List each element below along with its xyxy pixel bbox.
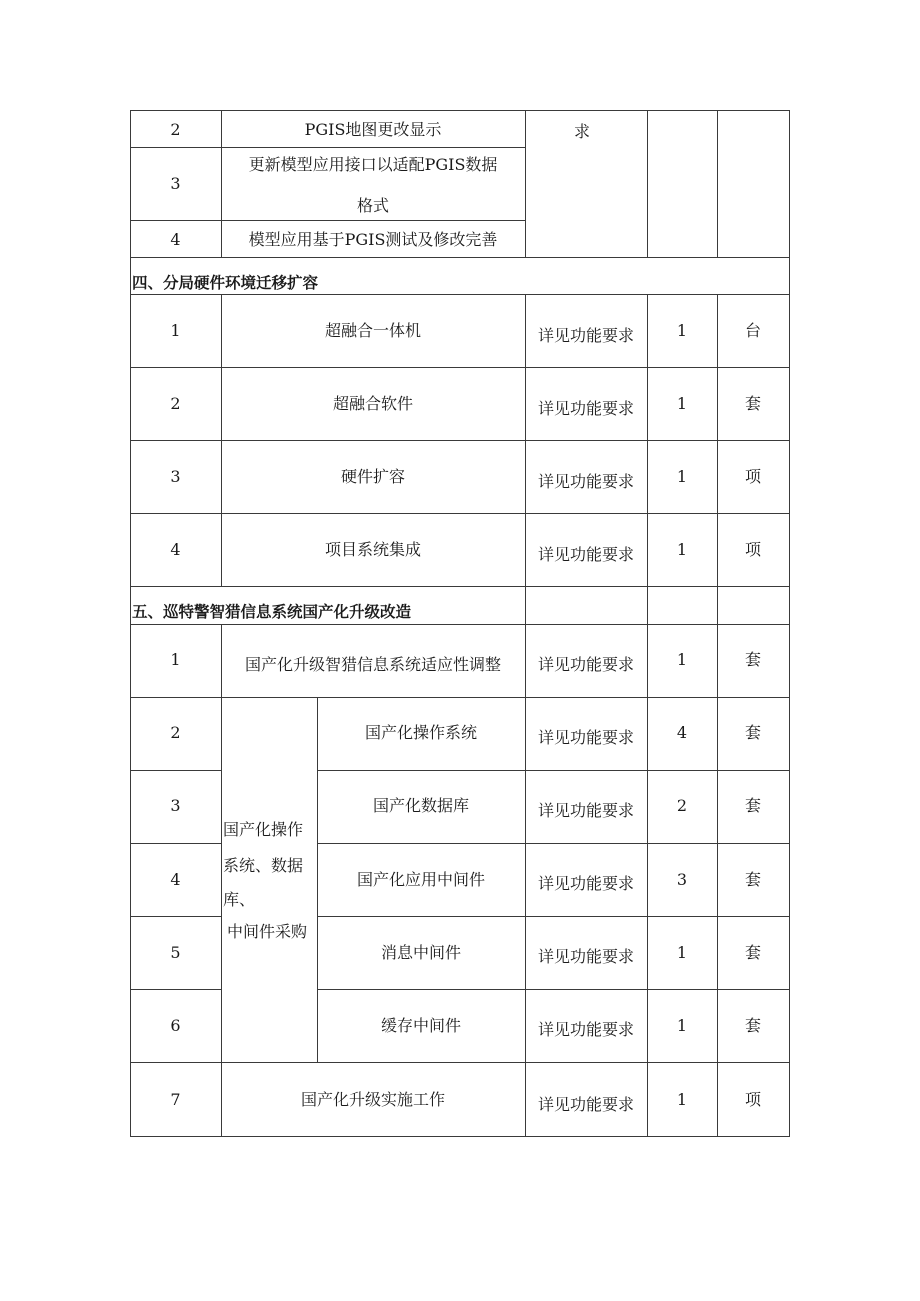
requirement-cell: 求	[574, 122, 591, 141]
item-name: 消息中间件	[380, 943, 461, 962]
item-name: 国产化数据库	[372, 796, 469, 815]
quantity-cell: 1	[676, 650, 688, 669]
section-heading: 四、分局硬件环境迁移扩容	[132, 274, 319, 292]
table-rule	[130, 513, 790, 514]
table-rule	[221, 624, 222, 1137]
unit-cell: 套	[744, 870, 761, 889]
table-rule	[130, 367, 790, 368]
unit-cell: 项	[744, 1090, 761, 1109]
requirement-cell: 详见功能要求	[537, 399, 634, 418]
table-rule	[130, 110, 131, 1137]
row-number: 1	[170, 650, 181, 669]
quantity-cell: 1	[676, 394, 688, 413]
table-rule	[130, 220, 525, 221]
table-rule	[317, 770, 790, 771]
item-name: 国产化升级实施工作	[300, 1090, 445, 1109]
unit-cell: 套	[744, 650, 761, 669]
unit-cell: 项	[744, 540, 761, 559]
item-name: 硬件扩容	[340, 467, 405, 486]
item-name: 超融合一体机	[324, 321, 421, 340]
requirement-cell: 详见功能要求	[537, 1020, 634, 1039]
unit-cell: 套	[744, 796, 761, 815]
unit-cell: 台	[744, 321, 761, 340]
table-rule	[317, 916, 790, 917]
group-label-line: 国产化操作	[223, 820, 304, 839]
table-rule	[130, 989, 221, 990]
table-rule	[130, 147, 525, 148]
table-rule	[647, 586, 648, 624]
table-rule	[717, 110, 718, 257]
row-number: 5	[170, 943, 181, 962]
row-number: 4	[170, 230, 181, 249]
table-rule	[130, 624, 790, 625]
table-rule	[130, 586, 790, 587]
table-rule	[130, 770, 221, 771]
unit-cell: 项	[744, 467, 761, 486]
item-name: 国产化升级智猎信息系统适应性调整	[244, 655, 501, 674]
row-number: 2	[170, 394, 181, 413]
quantity-cell: 1	[676, 943, 688, 962]
group-label-line: 系统、数据	[223, 856, 304, 875]
row-number: 1	[170, 321, 181, 340]
table-rule	[130, 916, 221, 917]
quantity-cell: 1	[676, 1016, 688, 1035]
requirement-cell: 详见功能要求	[537, 801, 634, 820]
item-name: PGIS地图更改显示	[304, 120, 442, 139]
row-number: 3	[170, 796, 181, 815]
table-rule	[130, 843, 221, 844]
requirement-cell: 详见功能要求	[537, 545, 634, 564]
row-number: 6	[170, 1016, 181, 1035]
item-name: 更新模型应用接口以适配PGIS数据	[248, 155, 498, 174]
item-name: 模型应用基于PGIS测试及修改完善	[248, 230, 498, 249]
quantity-cell: 1	[676, 1090, 688, 1109]
row-number: 2	[170, 120, 181, 139]
table-rule	[130, 294, 790, 295]
unit-cell: 套	[744, 1016, 761, 1035]
group-label-line: 中间件采购	[227, 922, 308, 941]
group-label-line: 库、	[223, 890, 256, 909]
requirement-cell: 详见功能要求	[537, 947, 634, 966]
item-name: 项目系统集成	[324, 540, 421, 559]
item-name: 缓存中间件	[380, 1016, 461, 1035]
unit-cell: 套	[744, 943, 761, 962]
item-name: 国产化操作系统	[364, 723, 477, 742]
row-number: 2	[170, 723, 181, 742]
row-number: 4	[170, 870, 181, 889]
table-rule	[525, 586, 526, 624]
table-rule	[130, 1136, 790, 1137]
table-rule	[130, 697, 790, 698]
table-rule	[717, 586, 718, 624]
row-number: 3	[170, 467, 181, 486]
item-name: 超融合软件	[332, 394, 413, 413]
requirement-cell: 详见功能要求	[537, 874, 634, 893]
requirement-cell: 详见功能要求	[537, 1095, 634, 1114]
quantity-cell: 1	[676, 321, 688, 340]
table-rule	[130, 257, 790, 258]
table-rule	[317, 843, 790, 844]
row-number: 4	[170, 540, 181, 559]
table-rule	[130, 440, 790, 441]
requirement-cell: 详见功能要求	[537, 326, 634, 345]
quantity-cell: 2	[676, 796, 688, 815]
table-rule	[647, 110, 648, 257]
quantity-cell: 4	[676, 723, 688, 742]
row-number: 3	[170, 174, 181, 193]
item-name: 国产化应用中间件	[356, 870, 485, 889]
table-rule	[130, 1062, 790, 1063]
table-rule	[525, 110, 526, 257]
table-rule	[317, 989, 790, 990]
table-rule	[789, 110, 790, 1137]
row-number: 7	[170, 1090, 181, 1109]
quantity-cell: 1	[676, 467, 688, 486]
item-name-continued: 格式	[356, 196, 389, 215]
requirement-cell: 详见功能要求	[537, 655, 634, 674]
requirement-cell: 详见功能要求	[537, 472, 634, 491]
quantity-cell: 1	[676, 540, 688, 559]
unit-cell: 套	[744, 723, 761, 742]
section-heading: 五、巡特警智猎信息系统国产化升级改造	[132, 603, 412, 621]
table-rule	[130, 110, 790, 111]
quantity-cell: 3	[676, 870, 688, 889]
unit-cell: 套	[744, 394, 761, 413]
requirement-cell: 详见功能要求	[537, 728, 634, 747]
